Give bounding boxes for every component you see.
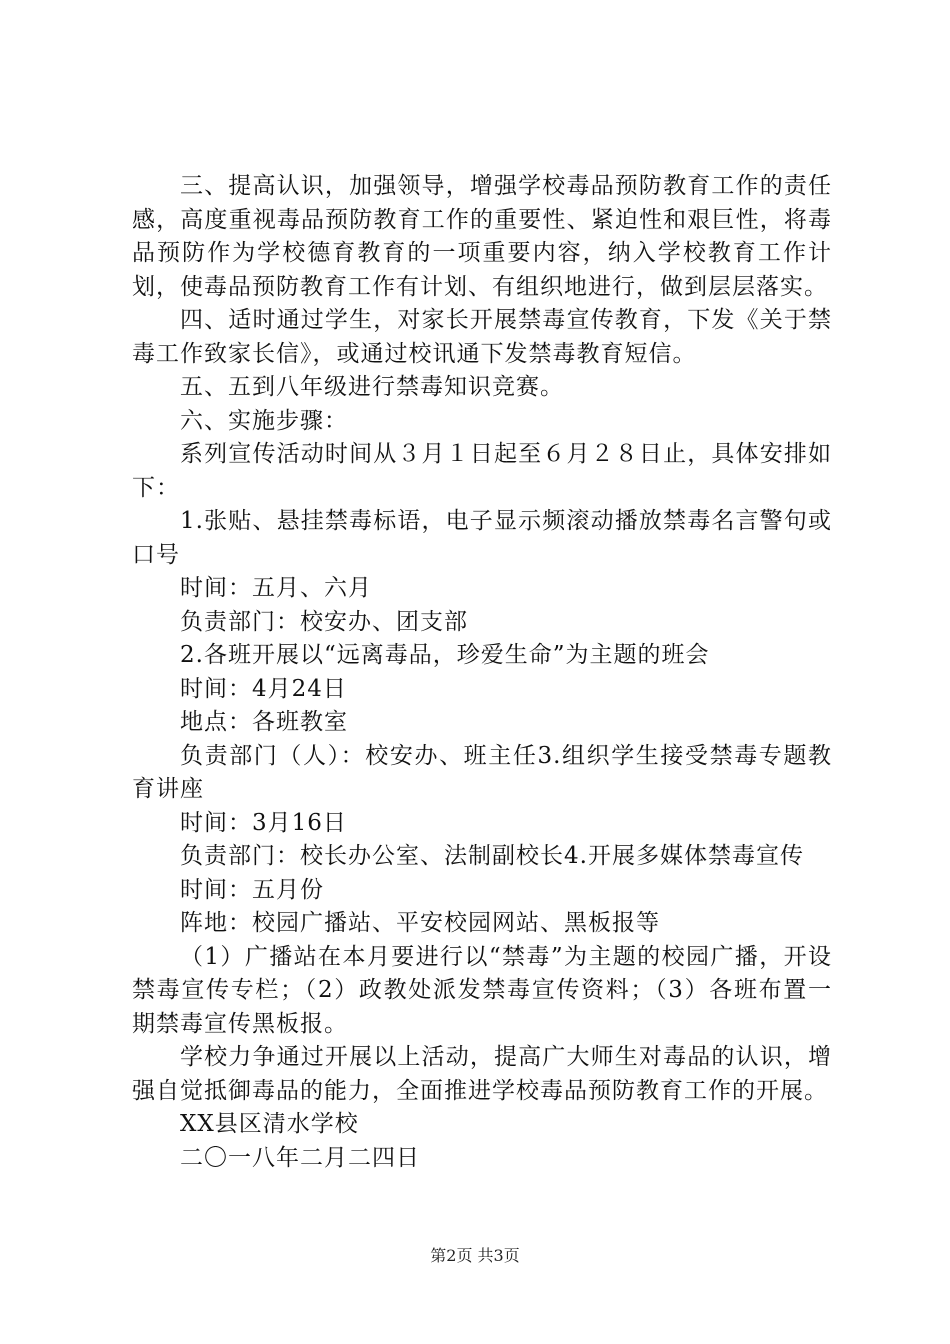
paragraph-item-1-time: 时间：五月、六月 [180, 575, 372, 601]
paragraph-section-5: 五、五到八年级进行禁毒知识竞赛。 [180, 374, 564, 400]
paragraph-item-2-place: 地点：各班教室 [180, 709, 348, 735]
paragraph-conclusion: 学校力争通过开展以上活动，提高广大师生对毒品的认识，增强自觉抵御毒品的能力，全面推进学校毒品预防教育工作的开展。 [132, 1044, 832, 1104]
paragraph-item-1-dept: 负责部门：校安办、团支部 [180, 608, 468, 635]
paragraph-item-1: 1.张贴、悬挂禁毒标语，电子显示频滚动播放禁毒名言警句或口号 [132, 508, 832, 568]
page-number-footer: 第2页 共3页 [430, 1246, 520, 1265]
paragraph-item-4-details: （1）广播站在本月要进行以“禁毒”为主题的校园广播，开设禁毒宣传专栏；（2）政教处派发禁毒宣传资料；（3）各班布置一期禁毒宣传黑板报。 [132, 943, 832, 1037]
paragraph-schedule-intro: 系列宣传活动时间从３月１日起至６月２８日止，具体安排如下： [132, 441, 832, 501]
paragraph-item-2-time: 时间：4月24日 [180, 675, 347, 702]
paragraph-section-4: 四、适时通过学生，对家长开展禁毒宣传教育，下发《关于禁毒工作致家长信》，或通过校讯通下发禁毒教育短信。 [132, 307, 832, 367]
paragraph-item-4-time: 时间：五月份 [180, 876, 324, 903]
paragraph-section-6-heading: 六、实施步骤： [180, 407, 348, 434]
paragraph-signature-school: XX县区清水学校 [180, 1111, 359, 1137]
paragraph-section-3: 三、提高认识，加强领导，增强学校毒品预防教育工作的责任感，高度重视毒品预防教育工作的重要性、紧迫性和艰巨性，将毒品预防作为学校德育教育的一项重要内容，纳入学校教育工作计划，使毒品预防教育工作有计划、有组织地进行，做到层层落实。 [132, 173, 832, 300]
paragraph-item-3-time: 时间：3月16日 [180, 809, 347, 836]
document-body [132, 170, 832, 1175]
paragraph-signature-date: 二〇一八年二月二四日 [180, 1144, 420, 1171]
paragraph-item-2: 2.各班开展以“远离毒品，珍爱生命”为主题的班会 [180, 642, 710, 668]
paragraph-item-2-dept: 负责部门（人）：校安办、班主任3.组织学生接受禁毒专题教育讲座 [132, 742, 832, 802]
paragraph-item-3-dept: 负责部门：校长办公室、法制副校长4.开展多媒体禁毒宣传 [180, 843, 804, 869]
paragraph-item-4-venue: 阵地：校园广播站、平安校园网站、黑板报等 [180, 910, 660, 936]
